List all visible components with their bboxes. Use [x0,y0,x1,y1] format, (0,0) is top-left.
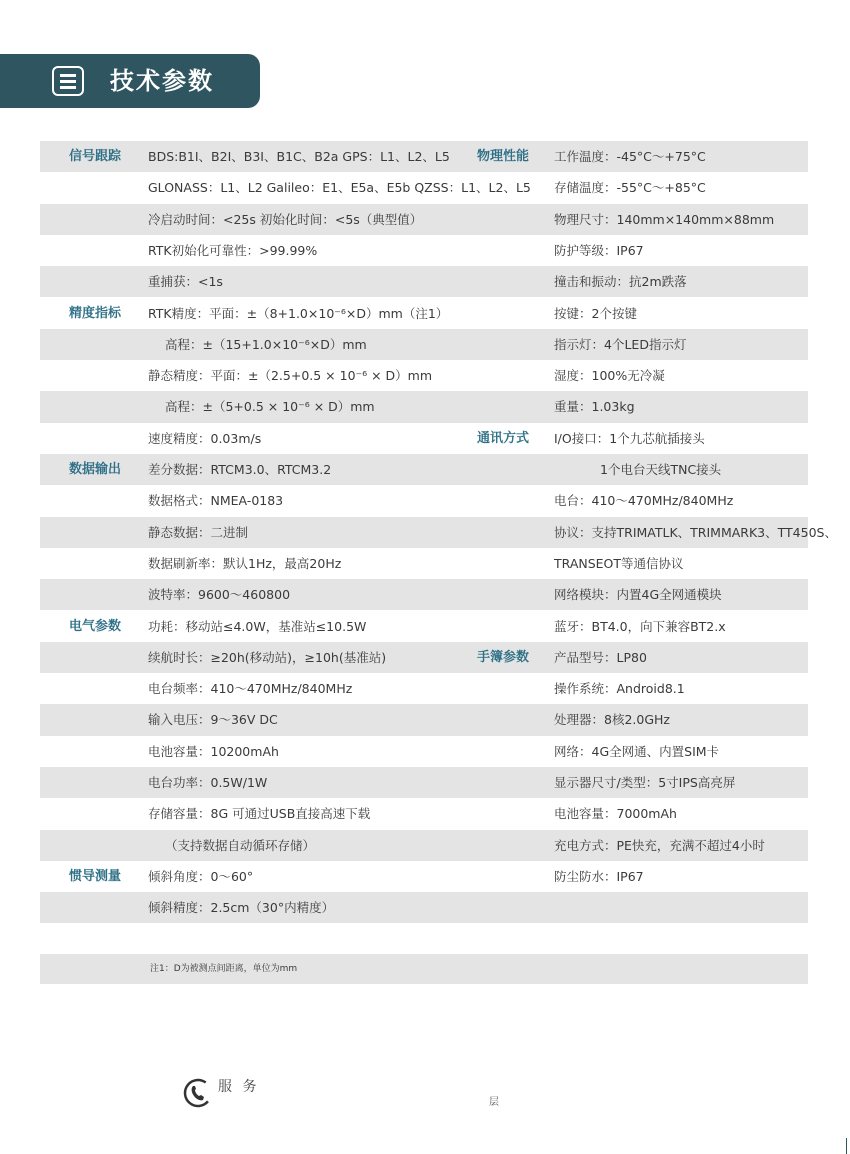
page-title: 技术参数 [110,67,214,95]
spec-text: 重捕获：<1s [148,274,223,290]
spec-text: 高程：±（5+0.5 × 10⁻⁶ × D）mm [165,399,375,415]
table-stripe [40,329,808,360]
section-label: 精度指标 [69,305,122,321]
spec-text: RTK初始化可靠性：>99.99% [148,242,318,258]
spec-text: 网络模块：内置4G全网通模块 [554,587,722,603]
spec-text: 静态数据：二进制 [148,524,249,540]
spec-text: 显示器尺寸/类型：5寸IPS高亮屏 [554,775,736,790]
spec-text: 湿度：100%无冷凝 [554,368,665,384]
section-label: 通讯方式 [477,430,530,446]
spec-text: （支持数据自动循环存储） [165,837,316,853]
spec-text: 物理尺寸：140mm×140mm×88mm [554,211,775,227]
section-label: 惯导测量 [69,868,122,884]
phone-icon [183,1078,213,1108]
spec-text: 续航时长：≥20h(移动站)，≥10h(基准站) [148,649,387,665]
spec-text: 高程：±（15+1.0×10⁻⁶×D）mm [165,336,367,352]
spec-text: 存储容量：8G 可通过USB直接高速下载 [148,806,371,822]
spec-text: 电台：410～470MHz/840MHz [554,493,734,509]
spec-text: 静态精度：平面：±（2.5+0.5 × 10⁻⁶ × D）mm [148,368,433,384]
spec-text: BDS:B1I、B2I、B3I、B1C、B2a GPS：L1、L2、L5 [148,149,450,164]
section-label: 电气参数 [69,618,122,634]
spec-text: 防护等级：IP67 [554,242,644,258]
spec-text: 按键：2个按键 [554,305,637,321]
spec-text: 网络：4G全网通、内置SIM卡 [554,743,720,759]
section-label: 手簿参数 [477,649,530,665]
footnote: 注1：D为被测点间距离，单位为mm [150,964,298,974]
list-icon [52,66,84,96]
spec-text: TRANSEOT等通信协议 [554,555,684,571]
spec-text: 电池容量：10200mAh [148,743,279,759]
edge-marker [846,1138,847,1154]
section-label: 数据输出 [69,462,122,477]
spec-text: 电台频率：410～470MHz/840MHz [148,681,353,697]
spec-text: 倾斜角度：0～60° [148,868,254,884]
spec-text: 处理器：8核2.0GHz [554,712,670,728]
spec-text: 工作温度：-45°C～+75°C [554,149,706,164]
spec-text: 蓝牙：BT4.0，向下兼容BT2.x [554,618,726,634]
spec-text: 波特率：9600～460800 [148,587,291,603]
spec-text: 倾斜精度：2.5cm（30°内精度） [148,900,335,916]
spec-text: 重量：1.03kg [554,399,635,415]
spec-text: I/O接口：1个九芯航插接头 [554,430,705,446]
section-label: 物理性能 [477,149,530,164]
spec-text: 电池容量：7000mAh [554,806,677,822]
section-label: 信号跟踪 [69,149,122,164]
spec-text: 速度精度：0.03m/s [148,430,262,446]
spec-text: 功耗：移动站≤4.0W，基准站≤10.5W [148,618,367,634]
footer-text: 层 [489,1097,499,1108]
spec-text: 数据格式：NMEA-0183 [148,493,284,509]
spec-text: GLONASS：L1、L2 Galileo：E1、E5a、E5b QZSS：L1、L2、L5 [148,180,531,196]
spec-text: 数据刷新率：默认1Hz，最高20Hz [148,555,342,571]
table-stripe [40,391,808,422]
spec-text: 输入电压：9～36V DC [148,712,278,728]
spec-text: 差分数据：RTCM3.0、RTCM3.2 [148,462,332,477]
spec-text: 产品型号：LP80 [554,649,647,665]
spec-text: 充电方式：PE快充，充满不超过4小时 [554,837,765,853]
spec-text: 撞击和振动：抗2m跌落 [554,274,687,290]
spec-text: 存储温度：-55°C～+85°C [554,180,706,196]
spec-text: RTK精度：平面：±（8+1.0×10⁻⁶×D）mm（注1） [148,305,449,321]
spec-text: 协议：支持TRIMATLK、TRIMMARK3、TT450S、 [554,524,837,540]
spec-text: 防尘防水：IP67 [554,868,644,884]
section-header [0,54,260,108]
spec-text: 操作系统：Android8.1 [554,681,685,697]
spec-text: 指示灯：4个LED指示灯 [554,336,687,352]
spec-text: 电台功率：0.5W/1W [148,775,268,790]
spec-text: 1个电台天线TNC接头 [600,462,722,477]
service-label: 服 务 [218,1079,260,1095]
spec-text: 冷启动时间：<25s 初始化时间：<5s（典型值） [148,211,423,227]
